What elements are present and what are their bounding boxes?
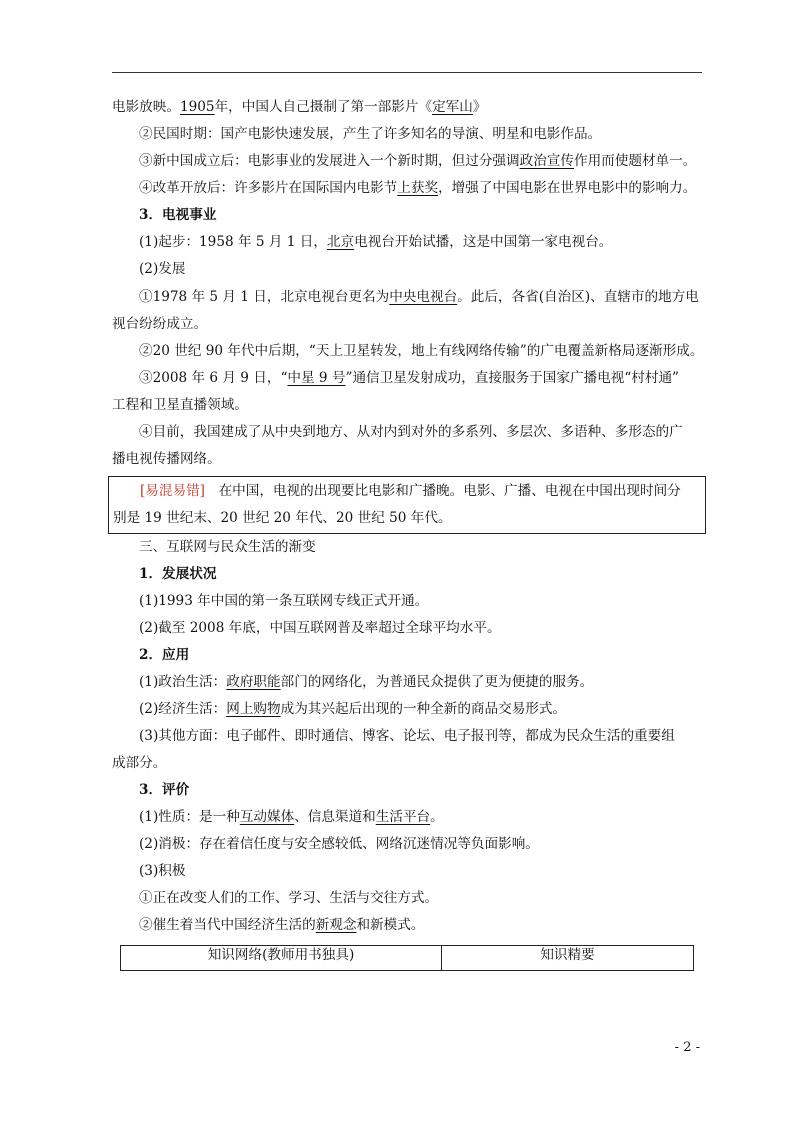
text-line: ④目前，我国建成了从中央到地方、从对内到对外的多系列、多层次、多语种、多形态的广 bbox=[139, 424, 683, 440]
section-heading: 2．应用 bbox=[139, 647, 190, 663]
text-line: ③新中国成立后：电影事业的发展进入一个新时期，但过分强调政治宣传作用而使题材单一。 bbox=[139, 153, 697, 169]
text-line: (2)经济生活：网上购物成为其兴起后出现的一种全新的商品交易形式。 bbox=[139, 701, 567, 717]
text-line: ④改革开放后：许多影片在国际国内电影节上获奖，增强了中国电影在世界电影中的影响力。 bbox=[139, 180, 697, 196]
header-rule bbox=[112, 72, 702, 73]
note-line: [易混易错] 在中国，电视的出现要比电影和广播晚。电影、广播、电视在中国出现时间分 bbox=[140, 483, 681, 499]
text-line: (2)发展 bbox=[139, 261, 186, 277]
text-line: 成部分。 bbox=[112, 755, 167, 771]
section-heading: 1．发展状况 bbox=[139, 566, 217, 582]
text-line: (1)性质：是一种互动媒体、信息渠道和生活平台。 bbox=[139, 809, 444, 825]
text-line: 视台纷纷成立。 bbox=[112, 316, 208, 332]
text-line: ③2008 年 6 月 9 日，“中星 9 号”通信卫星发射成功，直接服务于国家广播电视“村村通” bbox=[139, 370, 680, 386]
text-line: 电影放映。1905年，中国人自己摄制了第一部影片《定军山》 bbox=[112, 99, 487, 115]
text-line: (3)其他方面：电子邮件、即时通信、博客、论坛、电子报刊等，都成为民众生活的重要组 bbox=[139, 728, 675, 744]
note-tag: [易混易错] bbox=[140, 483, 205, 499]
text-line: ②民国时期：国产电影快速发展，产生了许多知名的导演、明星和电影作品。 bbox=[139, 126, 602, 142]
note-box bbox=[108, 476, 706, 534]
table-cell-knowledge-network: 知识网络(教师用书独具) bbox=[121, 946, 442, 970]
text-line: (2)截至 2008 年底，中国互联网普及率超过全球平均水平。 bbox=[139, 620, 501, 636]
text-line: ②20 世纪 90 年代中后期，“天上卫星转发，地上有线网络传输”的广电覆盖新格局逐渐形成。 bbox=[139, 343, 704, 359]
text-line: (1)起步：1958 年 5 月 1 日，北京电视台开始试播，这是中国第一家电视台。 bbox=[139, 234, 613, 250]
text-line: 工程和卫星直播领域。 bbox=[112, 397, 248, 413]
text-line: (3)积极 bbox=[139, 863, 186, 879]
page-number: - 2 - bbox=[674, 1040, 700, 1055]
section-heading: 三、互联网与民众生活的渐变 bbox=[139, 539, 316, 555]
text-line: ②催生着当代中国经济生活的新观念和新模式。 bbox=[139, 917, 425, 933]
section-heading: 3．电视事业 bbox=[139, 207, 217, 223]
text-line: 播电视传播网络。 bbox=[112, 451, 221, 467]
table-cell-knowledge-essentials: 知识精要 bbox=[540, 947, 595, 963]
knowledge-table bbox=[120, 945, 694, 971]
text-line: ①正在改变人们的工作、学习、生活与交往方式。 bbox=[139, 890, 439, 906]
text-line: (2)消极：存在着信任度与安全感较低、网络沉迷情况等负面影响。 bbox=[139, 836, 539, 852]
section-heading: 3．评价 bbox=[139, 782, 190, 798]
text-line: (1)1993 年中国的第一条互联网专线正式开通。 bbox=[139, 593, 429, 609]
note-line: 别是 19 世纪末、20 世纪 20 年代、20 世纪 50 年代。 bbox=[113, 510, 452, 526]
text-line: ①1978 年 5 月 1 日，北京电视台更名为中央电视台。此后，各省(自治区)、直辖市的地方电 bbox=[139, 289, 699, 305]
text-line: (1)政治生活：政府职能部门的网络化，为普通民众提供了更为便捷的服务。 bbox=[139, 674, 594, 690]
